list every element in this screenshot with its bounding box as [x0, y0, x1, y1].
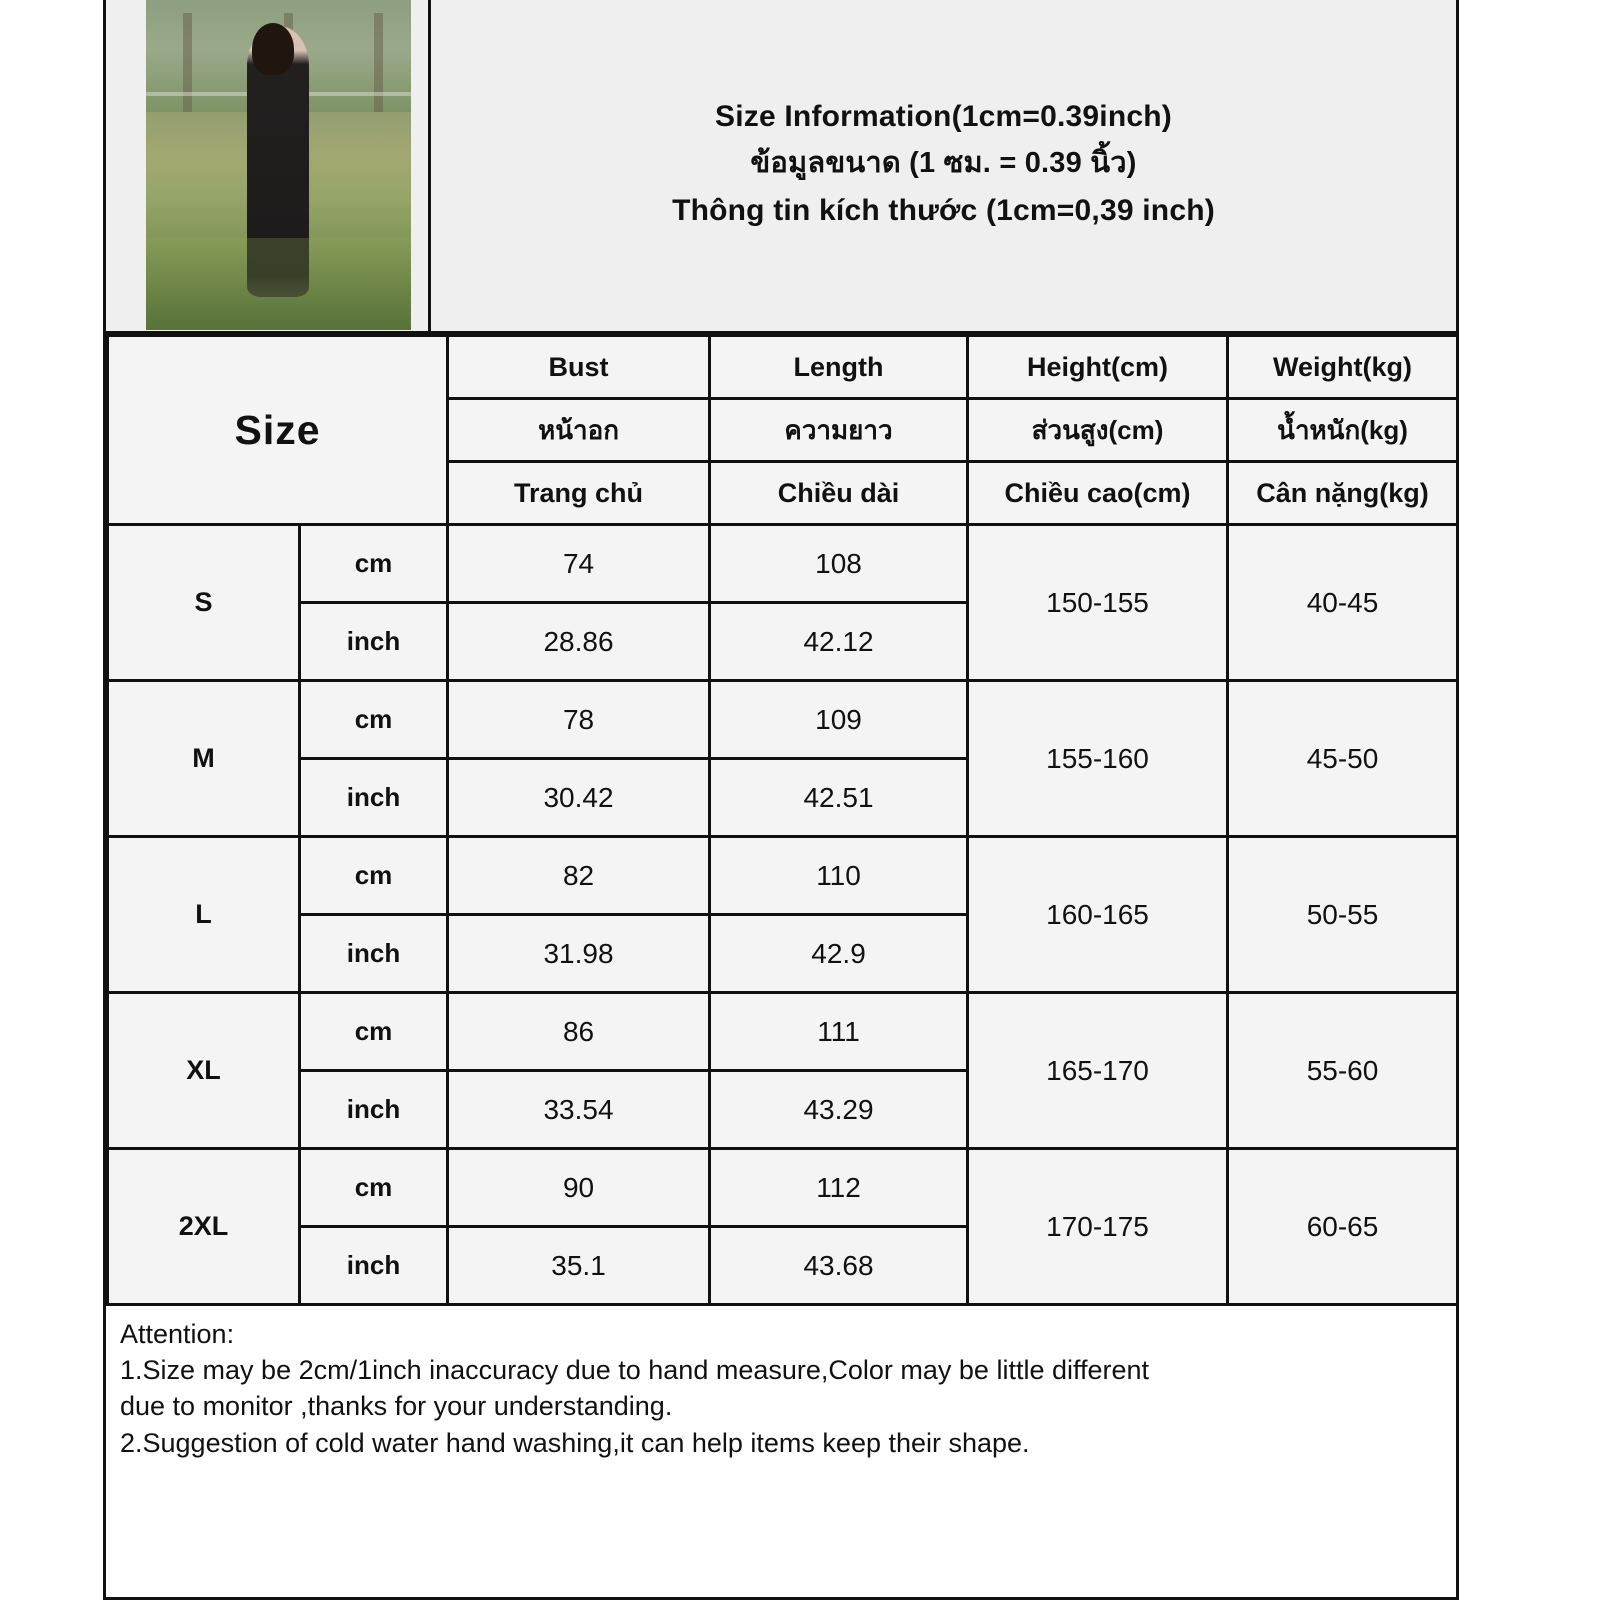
unit-cell-inch: inch — [300, 603, 448, 681]
size-chart-sheet — [103, 0, 1459, 1600]
weight-l: 50-55 — [1228, 837, 1458, 993]
col-header-length-vi: Chiều dài — [710, 462, 968, 525]
col-header-weight-vi: Cân nặng(kg) — [1228, 462, 1458, 525]
bust-inch-xl: 33.54 — [448, 1071, 710, 1149]
photo-model-hair — [252, 23, 294, 75]
photo-post — [183, 13, 192, 112]
length-cm-l: 110 — [710, 837, 968, 915]
table-header-row-en — [108, 336, 1458, 399]
title-thai: ข้อมูลขนาด (1 ซม. = 0.39 นิ้ว) — [750, 147, 1137, 180]
col-header-height-th: ส่วนสูง(cm) — [968, 399, 1228, 462]
length-inch-s: 42.12 — [710, 603, 968, 681]
length-inch-2xl: 43.68 — [710, 1227, 968, 1305]
weight-2xl: 60-65 — [1228, 1149, 1458, 1305]
size-table — [106, 334, 1459, 1306]
attention-line-2: due to monitor ,thanks for your understanding. — [120, 1391, 673, 1422]
size-cell-xl: XL — [108, 993, 300, 1149]
size-cell-m: M — [108, 681, 300, 837]
height-xl: 165-170 — [968, 993, 1228, 1149]
product-photo-cell — [106, 0, 431, 331]
bust-cm-l: 82 — [448, 837, 710, 915]
length-cm-s: 108 — [710, 525, 968, 603]
height-2xl: 170-175 — [968, 1149, 1228, 1305]
size-cell-s: S — [108, 525, 300, 681]
bust-inch-l: 31.98 — [448, 915, 710, 993]
table-row — [108, 837, 1458, 915]
col-header-bust-th: หน้าอก — [448, 399, 710, 462]
bust-inch-s: 28.86 — [448, 603, 710, 681]
attention-block — [106, 1306, 1456, 1461]
col-header-bust-en: Bust — [448, 336, 710, 399]
bust-inch-2xl: 35.1 — [448, 1227, 710, 1305]
attention-line-1: 1.Size may be 2cm/1inch inaccuracy due to hand measure,Color may be little different — [120, 1355, 1150, 1386]
col-header-length-en: Length — [710, 336, 968, 399]
photo-post — [374, 13, 383, 112]
length-cm-m: 109 — [710, 681, 968, 759]
col-header-height-vi: Chiều cao(cm) — [968, 462, 1228, 525]
table-row — [108, 1149, 1458, 1227]
weight-m: 45-50 — [1228, 681, 1458, 837]
title-vietnamese: Thông tin kích thước (1cm=0,39 inch) — [672, 193, 1215, 227]
unit-cell-inch: inch — [300, 915, 448, 993]
unit-cell-cm: cm — [300, 1149, 448, 1227]
unit-cell-cm: cm — [300, 681, 448, 759]
title-english: Size Information(1cm=0.39inch) — [715, 99, 1172, 133]
length-inch-l: 42.9 — [710, 915, 968, 993]
title-block — [431, 0, 1456, 331]
unit-cell-inch: inch — [300, 1071, 448, 1149]
weight-s: 40-45 — [1228, 525, 1458, 681]
length-inch-xl: 43.29 — [710, 1071, 968, 1149]
unit-cell-inch: inch — [300, 1227, 448, 1305]
attention-heading: Attention: — [120, 1319, 235, 1349]
unit-cell-cm: cm — [300, 837, 448, 915]
bust-cm-m: 78 — [448, 681, 710, 759]
col-header-height-en: Height(cm) — [968, 336, 1228, 399]
length-cm-2xl: 112 — [710, 1149, 968, 1227]
product-photo — [146, 0, 411, 330]
table-row — [108, 525, 1458, 603]
weight-xl: 55-60 — [1228, 993, 1458, 1149]
col-header-length-th: ความยาว — [710, 399, 968, 462]
col-header-weight-th: น้ำหนัก(kg) — [1228, 399, 1458, 462]
unit-cell-cm: cm — [300, 525, 448, 603]
height-m: 155-160 — [968, 681, 1228, 837]
unit-cell-cm: cm — [300, 993, 448, 1071]
attention-line-3: 2.Suggestion of cold water hand washing,it can help items keep their shape. — [120, 1427, 1030, 1458]
table-row — [108, 993, 1458, 1071]
size-cell-l: L — [108, 837, 300, 993]
bust-cm-xl: 86 — [448, 993, 710, 1071]
size-header-cell: Size — [108, 336, 448, 525]
header-band — [106, 0, 1456, 334]
col-header-weight-en: Weight(kg) — [1228, 336, 1458, 399]
length-inch-m: 42.51 — [710, 759, 968, 837]
table-row — [108, 681, 1458, 759]
height-s: 150-155 — [968, 525, 1228, 681]
length-cm-xl: 111 — [710, 993, 968, 1071]
bust-cm-2xl: 90 — [448, 1149, 710, 1227]
height-l: 160-165 — [968, 837, 1228, 993]
bust-cm-s: 74 — [448, 525, 710, 603]
size-cell-2xl: 2XL — [108, 1149, 300, 1305]
unit-cell-inch: inch — [300, 759, 448, 837]
bust-inch-m: 30.42 — [448, 759, 710, 837]
col-header-bust-vi: Trang chủ — [448, 462, 710, 525]
photo-grass — [146, 238, 411, 330]
